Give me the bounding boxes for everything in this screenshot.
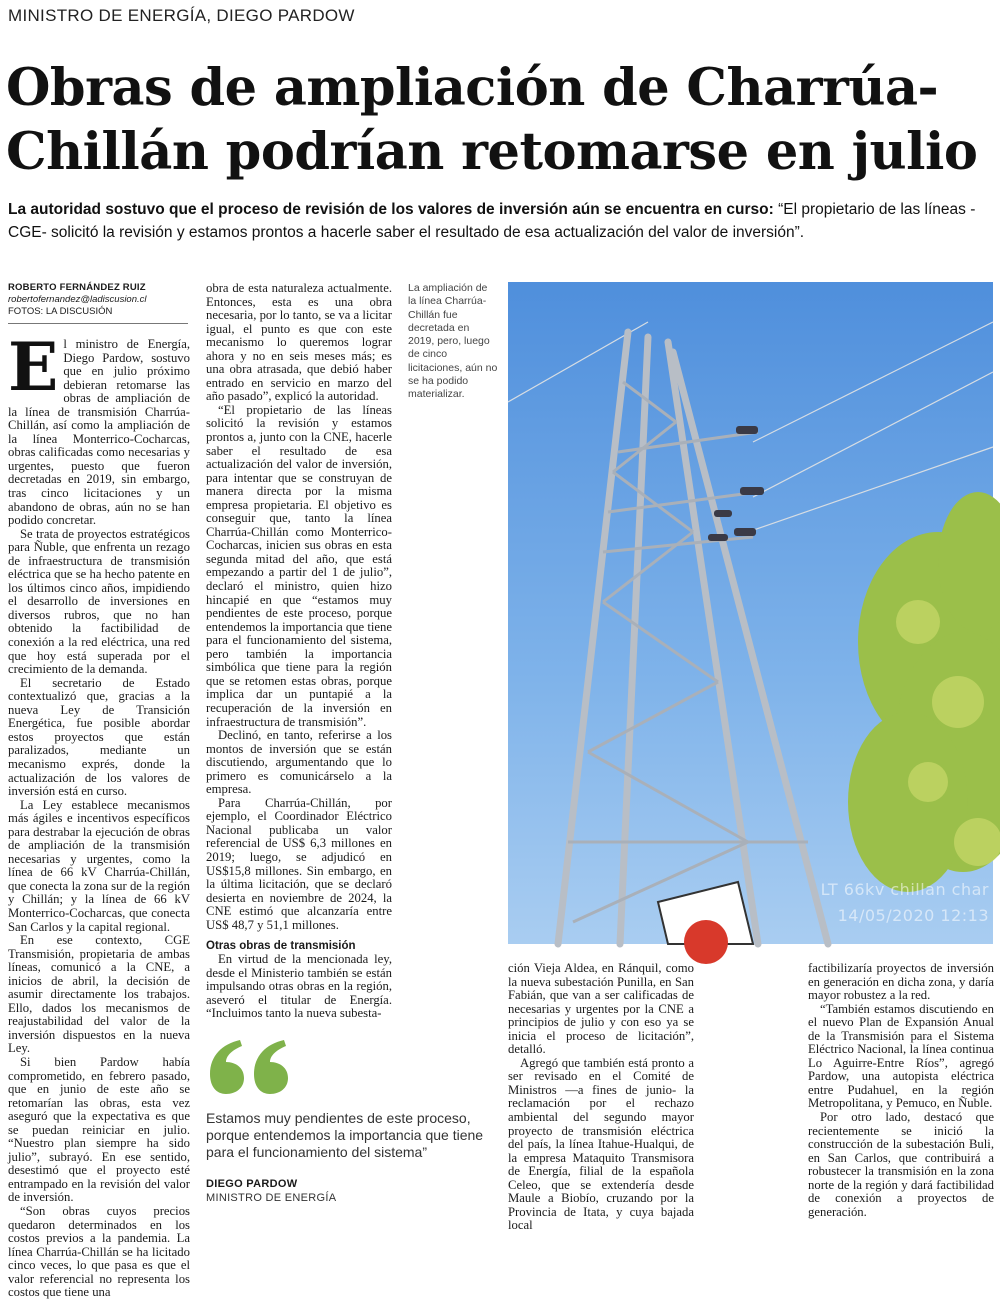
- paragraph: Agregó que también está pronto a ser revisado en el Comité de Ministros —a fines de junio- la reclamación por el rechazo ambiental del segundo mayor proyecto de transmisión eléctrica del país, la línea Itahue-Hualqui, de la empresa Mataquito Transmisora de Energía, filial de la española Celeo, que se extendería desde Maule a Biobío, cruzando por la Provincia de Itata, y cuya bajada local: [508, 1055, 694, 1233]
- paragraph: “También estamos discutiendo en el nuevo Plan de Expansión Anual de la Transmisión para el Sistema Eléctrico Nacional, la línea continua Lo Aguirre-Entre Ríos”, agregó Pardow, una autopista eléctrica entre Pudahuel, en la región Metropolitana, y Pemuco, en Ñuble.: [808, 1001, 994, 1111]
- byline-rule: [8, 323, 188, 324]
- column-3: [508, 961, 694, 1233]
- paragraph: La Ley establece mecanismos más ágiles e incentivos específicos para destrabar la ejecución de obras de ampliación de la transmisión necesarias y urgentes, como la línea de 66 kV Charrúa-Chillán, que conecta la zona sur de la región y Chillán; y la línea de 66 kV Monterrico-Cocharcas, que conecta San Carlos y la capital regional.: [8, 797, 190, 934]
- column-4: [808, 961, 994, 1219]
- paragraph: Si bien Pardow había comprometido, en febrero pasado, que en junio de este año se retomarían las obras, esta vez aseguró que la expectativa es que se puedan reiniciar en julio. “Nuestro plan siempre ha sido julio”, subrayó. En ese sentido, desestimó que el proyecto esté entrampado en la revisión del valor de inversión.: [8, 1054, 190, 1205]
- pull-quote: Estamos muy pendientes de este proceso, porque entendemos la importancia que tiene para el funcionamiento del sistema”: [206, 1110, 484, 1160]
- headline: Obras de ampliación de Charrúa-Chillán podrían retomarse en julio: [6, 58, 978, 182]
- byline-author: ROBERTO FERNÁNDEZ RUIZ: [8, 282, 146, 293]
- column-1: [8, 328, 190, 1300]
- paragraph: “El propietario de las líneas solicitó la revisión y estamos prontos a, junto con la CNE, hacerle saber el resultado de esa actualización del valor de inversión, para intentar que se construyan de manera directa por la misma empresa propietaria. El objetivo es conseguir que, tanto la línea Charrúa-Chillán como Monterrico-Cocharcas, inicien sus obras en esta segunda mitad del año, que está empezando a partir del 1 de julio”, declaró el ministro, quien hizo hincapié en que “estamos muy pendientes de este proceso, porque entendemos la importancia que tiene para el funcionamiento del sistema, pero también la importancia simbólica que tiene para la región que se retomen estas obras, porque implica dar un puntapié a la recuperación de la inversión en infraestructura de transmisión”.: [206, 402, 393, 729]
- deck-bold: La autoridad sostuvo que el proceso de revisión de los valores de inversión aún se encuentra en curso:: [8, 201, 774, 218]
- pull-quote-author: DIEGO PARDOW: [206, 1178, 298, 1190]
- paragraph: Se trata de proyectos estratégicos para Ñuble, que enfrenta un rezago de infraestructura de transmisión eléctrica que se ha hecho patente en los últimos cinco años, impidiendo el desarrollo de inversiones en diversos rubros, que no han obtenido la factibilidad de conexión a la red eléctrica, una red que hoy está superada por el crecimiento de la demanda.: [8, 526, 190, 677]
- lead-paragraph: El ministro de Energía, Diego Pardow, sostuvo que en julio próximo debieran retomarse las obras de ampliación de la línea de transmisión Charrúa-Chillán, así como la ampliación de la línea Monterrico-Cocharcas, obras calificadas como necesarias y urgentes, puesto que fueron decretadas en 2019, sin embargo, tras cinco licitaciones y un abandono de obras, aún no se han podido concretar.: [8, 328, 190, 528]
- kicker: MINISTRO DE ENERGÍA, DIEGO PARDOW: [8, 6, 355, 25]
- paragraph: “Son obras cuyos precios quedaron determinados en los costos previos a la pandemia. La línea Charrúa-Chillán se ha licitado cinco veces, lo que pasa es que el valor referencial no representa los costos que tiene una: [8, 1204, 190, 1300]
- paragraph: En virtud de la mencionada ley, desde el Ministerio también se están impulsando otras obras en la región, aseveró el titular de Energía. “Incluimos tanto la nueva subesta-: [206, 952, 392, 1021]
- photo-stamp: LT 66kv chillan char: [820, 880, 989, 899]
- deck-rest: “El propietario de las líneas -CGE- solicitó la revisión y estamos prontos a hacerle saber el resultado de esa actualización del valor de inversión”.: [8, 201, 976, 241]
- byline: [8, 282, 193, 318]
- paragraph: Por otro lado, destacó que recientemente se inició la construcción de la subestación Buli, en San Carlos, que contribuirá a robustecer la transmisión en la zona norte de la región y dará factibilidad de conexión a proyectos de generación.: [808, 1110, 994, 1219]
- byline-email[interactable]: robertofernandez@ladiscusion.cl: [8, 294, 147, 305]
- photo-timestamp: 14/05/2020 12:13: [837, 906, 989, 925]
- paragraph: factibilizaría proyectos de inversión en generación en dicha zona, y daría mayor robustez a la red.: [808, 961, 994, 1003]
- paragraph: Declinó, en tanto, referirse a los montos de inversión que se están discutiendo, argumentando que lo primero es comunicárselo a la empresa.: [206, 728, 392, 797]
- subhead: Otras obras de transmisión: [206, 940, 356, 953]
- quote-mark-icon: [206, 1038, 292, 1098]
- pull-quote-role: MINISTRO DE ENERGÍA: [206, 1192, 337, 1204]
- paragraph: En ese contexto, CGE Transmisión, propietaria de ambas líneas, comunicó a la CNE, a inicios de abril, la decisión de asumir directamente los trabajos. Ello, dados los mecanismos de reajustabilidad del valor de la inversión dispuestos en la nueva Ley.: [8, 933, 190, 1056]
- tower-illustration: [508, 282, 993, 944]
- deck: [8, 198, 993, 244]
- paragraph: ción Vieja Aldea, en Ránquil, como la nueva subestación Punilla, en San Fabián, que van a ser calificadas de necesarias y urgentes por la CNE a principios de julio y con eso ya se inicia el proceso de licitación”, detalló.: [508, 961, 694, 1057]
- paragraph: El secretario de Estado contextualizó que, gracias a la nueva Ley de Transición Energética, fue posible abordar estos proyectos que están paralizados, mediante un mecanismo exprés, donde la actualización de los valores de inversión está en curso.: [8, 675, 190, 799]
- tower-photo: [508, 282, 993, 944]
- paragraph: Para Charrúa-Chillán, por ejemplo, el Coordinador Eléctrico Nacional publicaba un valor referencial de US$ 6,3 millones en 2019; luego, se adjudicó en US$15,8 millones. Sin embargo, en la última licitación, que se declaró desierta en noviembre de 2024, la CNE estimó que alcanzaría entre US$ 48,7 y 51,1 millones.: [206, 795, 392, 932]
- byline-photos: FOTOS: LA DISCUSIÓN: [8, 306, 113, 317]
- paragraph: obra de esta naturaleza actualmente. Entonces, esta es una obra necesaria, por lo tanto, se va a licitar igual, el punto es que con este mecanismo lo queremos lograr ahora y no en seis meses más; es una obra atrasada, que debió haber entrado en servicio en marzo del año pasado”, explicó la autoridad.: [206, 281, 392, 404]
- photo-caption: La ampliación de la línea Charrúa-Chillán fue decretada en 2019, pero, luego de cinco licitaciones, aún no se ha podido materializar.: [408, 282, 498, 401]
- column-2: [206, 282, 392, 1022]
- drop-cap: E: [8, 328, 59, 406]
